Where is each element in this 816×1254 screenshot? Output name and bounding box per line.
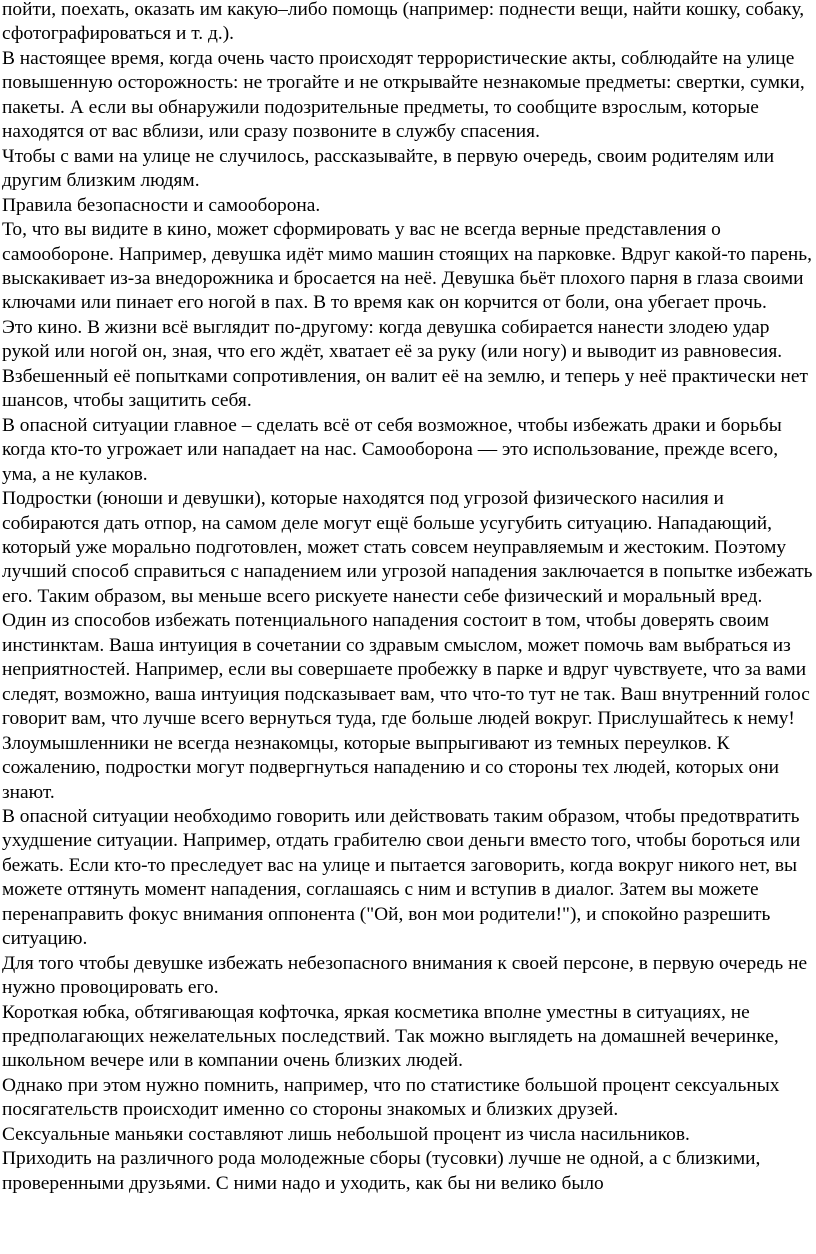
paragraph-tell-parents: Чтобы с вами на улице не случилось, рассказывайте, в первую очередь, своим родителям или другим близким людям. bbox=[2, 145, 775, 192]
paragraph-avoid-fight: В опасной ситуации главное – сделать всё от себя возможное, чтобы избежать драки и борьбы когда кто-то угрожает или нападает на нас. Самооборона — это использование, прежде всего, ума, а не кулаков. bbox=[2, 414, 782, 485]
paragraph-terrorism-caution: В настоящее время, когда очень часто происходят террористические акты, соблюдайте на улице повышенную осторожность: не трогайте и не открывайте незнакомые предметы: свертки, сумки, пакеты. А если вы обнаружили подозрительные предметы, то сообщите взрослым, которые находятся от вас вблизи, или сразу позвоните в службу спасения. bbox=[2, 47, 805, 143]
paragraph-deescalation: В опасной ситуации необходимо говорить или действовать таким образом, чтобы предотвратить ухудшение ситуации. Например, отдать грабителю свои деньги вместо того, чтобы бороться или бежать. Если кто-то преследует вас на улице и пытается заговорить, когда вокруг никого нет, вы можете оттянуть момент нападения, соглашаясь с ним и вступив в диалог. Затем вы можете перенаправить фокус внимания оппонента ("Ой, вон мои родители!"), и спокойно разрешить ситуацию. bbox=[2, 805, 801, 950]
paragraph-helping-strangers: пойти, поехать, оказать им какую–либо помощь (например: поднести вещи, найти кошку, собаку, сфотографироваться и т. д.). bbox=[2, 0, 805, 45]
paragraph-maniacs: Сексуальные маньяки составляют лишь небольшой процент из числа насильников. bbox=[2, 1123, 690, 1145]
paragraph-clothing: Короткая юбка, обтягивающая кофточка, яркая косметика вполне уместны в ситуациях, не предполагающих нежелательных последствий. Так можно выглядеть на домашней вечеринке, школьном вечере или в компании очень близких людей. bbox=[2, 1001, 779, 1072]
paragraph-no-provocation: Для того чтобы девушке избежать небезопасного внимания к своей персоне, в первую очередь не нужно провоцировать его. bbox=[2, 952, 808, 999]
section-heading-safety-rules: Правила безопасности и самооборона. bbox=[2, 194, 321, 216]
paragraph-movie-self-defense: То, что вы видите в кино, может сформировать у вас не всегда верные представления о самообороне. Например, девушка идёт мимо машин стоящих на парковке. Вдруг какой-то парень, выскакивает из-за внедорожника и бросается на неё. Девушка бьёт плохого парня в глаза своими ключами или пинает его ногой в пах. В то время как он корчится от боли, она убегает прочь. bbox=[2, 219, 812, 314]
paragraph-trust-instincts: Один из способов избежать потенциального нападения состоит в том, чтобы доверять своим инстинктам. Ваша интуиция в сочетании со здравым смыслом, может помочь вам выбраться из неприятностей. Например, если вы совершаете пробежку в парке и вдруг чувствуете, что за вами следят, возможно, ваша интуиция подсказывает вам, что что-то тут не так. Ваш внутренний голос говорит вам, что лучше всего вернуться туда, где больше людей вокруг. Прислушайтесь к нему! bbox=[2, 610, 810, 730]
paragraph-attackers-known: Злоумышленники не всегда незнакомцы, которые выпрыгивают из темных переулков. К сожалению, подростки могут подвергнуться нападению и со стороны тех людей, которых они знают. bbox=[2, 732, 779, 803]
paragraph-statistics: Однако при этом нужно помнить, например, что по статистике большой процент сексуальных посягательств происходит именно со стороны знакомых и близких друзей. bbox=[2, 1074, 780, 1121]
paragraph-parties: Приходить на различного рода молодежные сборы (тусовки) лучше не одной, а с близкими, проверенными друзьями. С ними надо и уходить, как бы ни велико было bbox=[2, 1148, 761, 1194]
paragraph-real-life: Это кино. В жизни всё выглядит по-другому: когда девушка собирается нанести злодею удар рукой или ногой он, зная, что его ждёт, хватает её за руку (или ногу) и выводит из равновесия. Взбешенный её попытками сопротивления, он валит её на землю, и теперь у неё практически нет шансов, чтобы защитить себя. bbox=[2, 316, 808, 412]
paragraph-teenagers-threat: Подростки (юноши и девушки), которые находятся под угрозой физического насилия и собираются дать отпор, на самом деле могут ещё больше усугубить ситуацию. Нападающий, который уже морально подготовлен, может стать совсем неуправляемым и жестоким. Поэтому лучший способ справиться с нападением или угрозой нападения заключается в попытке избежать его. Таким образом, вы меньше всего рискуете нанести себе физический и моральный вред. bbox=[2, 488, 813, 607]
